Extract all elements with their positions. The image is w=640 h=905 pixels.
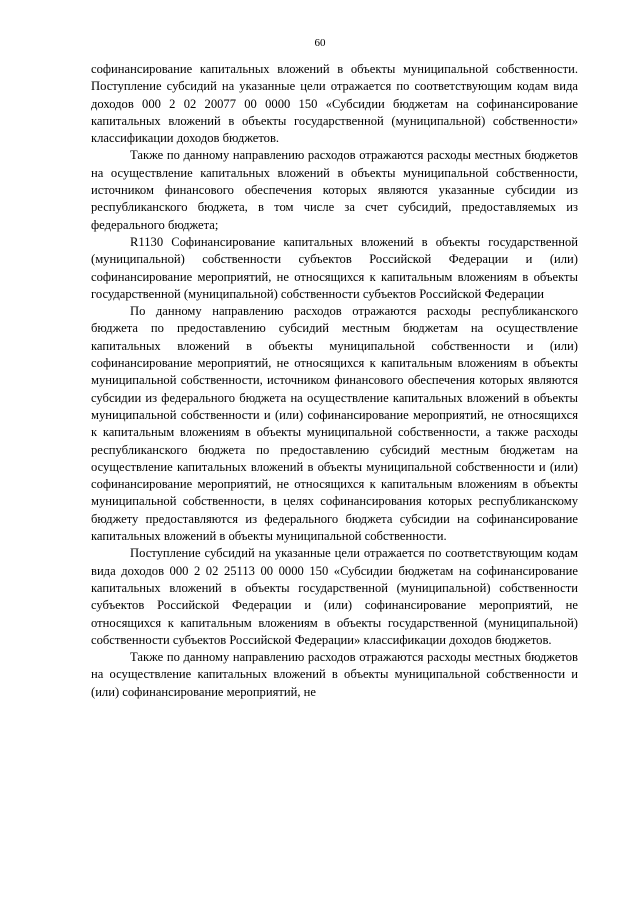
paragraph-revenue-code: Поступление субсидий на указанные цели отражается по соответствующим кодам вида доходов 000 2 02 25113 00 0000 150 «Субсидии бюджетам на софинансирование капитальных вложений в объекты государственной (муниципальной) собственности субъектов Российской Федерации и (или) софинансирование мероприятий, не относящихся к капитальным вложениям в объекты государственной (муниципальной) собственности субъектов Российской Федерации» классификации доходов бюджетов. [91,546,578,647]
paragraph-r1130-heading: R1130 Софинансирование капитальных вложений в объекты государственной (муниципальной) собственности субъектов Российской Федерации и (или) софинансирование мероприятий, не относящихся к капитальным вложениям в объекты государственной (муниципальной) собственности субъектов Российской Федерации [91,234,578,301]
page-number: 60 [314,37,326,49]
paragraph-local-budget-expenses: Также по данному направлению расходов отражаются расходы местных бюджетов на осуществление капитальных вложений в объекты муниципальной собственности, источником финансового обеспечения которых являются указанные субсидии из республиканского бюджета, в том числе за счет субсидий, предоставляемых из федерального бюджета; [91,148,578,232]
body-text [91,61,578,701]
paragraph-local-budget-expenses-2: Также по данному направлению расходов отражаются расходы местных бюджетов на осуществление капитальных вложений в объекты муниципальной собственности и (или) софинансирование мероприятий, не [91,650,578,699]
paragraph-intro-continuation: софинансирование капитальных вложений в объекты муниципальной собственности. Поступление субсидий на указанные цели отражается по соответствующим кодам вида доходов 000 2 02 20077 00 0000 150 «Субсидии бюджетам на софинансирование капитальных вложений в объекты государственной (муниципальной) собственности» классификации доходов бюджетов. [91,62,578,146]
paragraph-r1130-description: По данному направлению расходов отражаются расходы республиканского бюджета по предоставлению субсидий местным бюджетам на осуществление капитальных вложений в объекты муниципальной собственности и (или) софинансирование мероприятий, не относящихся к капитальным вложениям в объекты муниципальной собственности, источником финансового обеспечения которых являются субсидии из федерального бюджета на осуществление капитальных вложений в объекты муниципальной собственности и (или) софинансирование мероприятий, не относящихся к капитальным вложениям в объекты муниципальной собственности, а также расходы республиканского бюджета по предоставлению субсидий местным бюджетам на осуществление капитальных вложений в объекты муниципальной собственности и (или) софинансирование мероприятий, не относящихся к капитальным вложениям в объекты муниципальной собственности, в целях софинансирования которых республиканскому бюджету предоставляются из федерального бюджета субсидии на софинансирование капитальных вложений в объекты муниципальной собственности. [91,304,578,544]
